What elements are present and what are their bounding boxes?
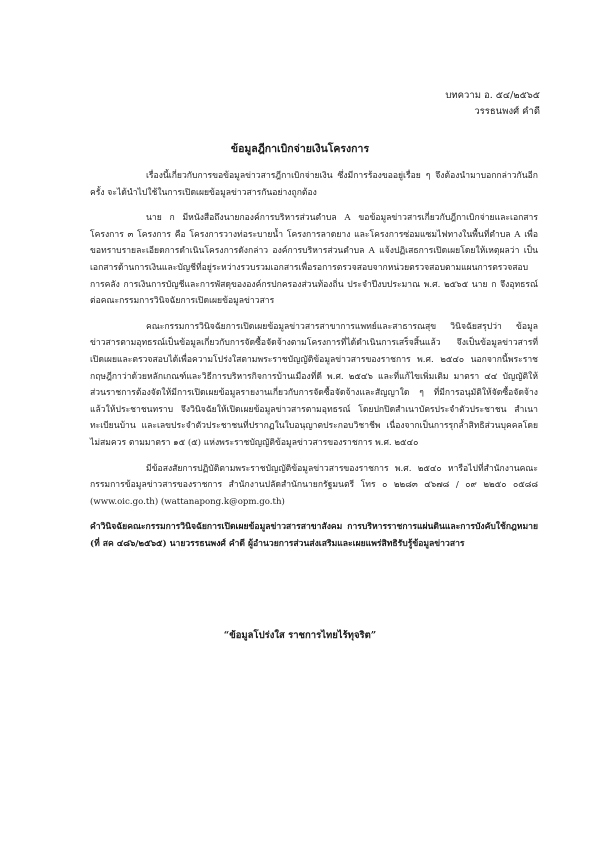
document-number: บทความ อ. ๕๔/๒๕๖๕ xyxy=(445,90,540,101)
motto: “ข้อมูลโปร่งใส ราชการไทยไร้ทุจริต” xyxy=(223,630,377,641)
paragraph-intro: เรื่องนี้เกี่ยวกับการขอข้อมูลข่าวสารฎีกาเบิกจ่ายเงิน ซึ่งมีการร้องขออยู่เรื่อย ๆ จึงต้องนำมาบอกกล่าวกันอีกครั้ง จะได้นำไปใช้ในการเปิดเผยข้อมูลข่าวสารกันอย่างถูกต้อง xyxy=(90,171,538,198)
paragraph-contact: มีข้อสงสัยการปฏิบัติตามพระราชบัญญัติข้อมูลข่าวสารของราชการ พ.ศ. ๒๕๔๐ หารือไปที่สำนักงานคณะกรรมการข้อมูลข่าวสารของราชการ สำนักงานปลัดสำนักนายกรัฐมนตรี โทร ๐ ๒๒๘๓ ๔๖๗๘ / ๐๙ ๒๒๕๐ ๐๕๘๘ (www.oic.go.th) (wattanapong.k@opm.go.th) xyxy=(90,463,538,507)
document-body xyxy=(90,168,538,561)
paragraph-reference: คำวินิจฉัยคณะกรรมการวินิจฉัยการเปิดเผยข้อมูลข่าวสารสาขาสังคม การบริหารราชการแผ่นดินและการบังคับใช้กฎหมาย (ที่ สค ๔๘๖/๒๕๖๕) นายวรรธนพงศ์ คำดี ผู้อำนวยการส่วนส่งเสริมและเผยแพร่สิทธิรับรู้ข้อมูลข่าวสาร xyxy=(90,522,538,549)
paragraph-ruling: คณะกรรมการวินิจฉัยการเปิดเผยข้อมูลข่าวสารสาขาการแพทย์และสาธารณสุข วินิจฉัยสรุปว่า ข้อมูลข่าวสารตามอุทธรณ์เป็นข้อมูลเกี่ยวกับการจัดซื้อจัดจ้างตามโครงการที่ได้ดำเนินการเสร็จสิ้นแล้ว จึงเป็นข้อมูลข่าวสารที่เปิดเผยและตรวจสอบได้เพื่อความโปร่งใสตามพระราชบัญญัติข้อมูลข่าวสารของราชการ พ.ศ. ๒๕๔๐ นอกจากนี้พระราชกฤษฎีกาว่าด้วยหลักเกณฑ์และวิธีการบริหารกิจการบ้านเมืองที่ดี พ.ศ. ๒๕๔๖ และที่แก้ไขเพิ่มเติม มาตรา ๔๔ บัญญัติให้ส่วนราชการต้องจัดให้มีการเปิดเผยข้อมูลรายงานเกี่ยวกับการจัดซื้อจัดจ้างและสัญญาใด ๆ ที่มีการอนุมัติให้จัดซื้อจัดจ้างแล้วให้ประชาชนทราบ จึงวินิจฉัยให้เปิดเผยข้อมูลข่าวสารตามอุทธรณ์ โดยปกปิดสำเนาบัตรประจำตัวประชาชน สำเนาทะเบียนบ้าน และเลขประจำตัวประชาชนที่ปรากฏในใบอนุญาตประกอบวิชาชีพ เนื่องจากเป็นการรุกล้ำสิทธิส่วนบุคคลโดยไม่สมควร ตามมาตรา ๑๕ (๕) แห่งพระราชบัญญัติข้อมูลข่าวสารของราชการ พ.ศ. ๒๕๔๐ xyxy=(90,321,538,448)
document-title: ข้อมูลฎีกาเบิกจ่ายเงินโครงการ xyxy=(230,143,370,155)
paragraph-facts: นาย ก มีหนังสือถึงนายกองค์การบริหารส่วนตำบล A ขอข้อมูลข่าวสารเกี่ยวกับฎีกาเบิกจ่ายและเอกสารโครงการ ๓ โครงการ คือ โครงการวางท่อระบายน้ำ โครงการลาดยาง และโครงการซ่อมแซมไฟทางในพื้นที่ตำบล A เพื่อขอทราบรายละเอียดการดำเนินโครงการดังกล่าว องค์การบริหารส่วนตำบล A แจ้งปฏิเสธการเปิดเผยโดยให้เหตุผลว่า เป็นเอกสารด้านการเงินและบัญชีที่อยู่ระหว่างรวบรวมเอกสารเพื่อรอการตรวจสอบจากหน่วยตรวจสอบตามแผนการตรวจสอบการคลัง การเงินการบัญชีและการพัสดุขององค์กรปกครองส่วนท้องถิ่น ประจำปีงบประมาณ พ.ศ. ๒๕๖๕ นาย ก จึงอุทธรณ์ต่อคณะกรรมการวินิจฉัยการเปิดเผยข้อมูลข่าวสาร xyxy=(90,213,538,307)
document-header xyxy=(445,88,540,120)
author-name: วรรธนพงศ์ คำดี xyxy=(474,106,540,117)
